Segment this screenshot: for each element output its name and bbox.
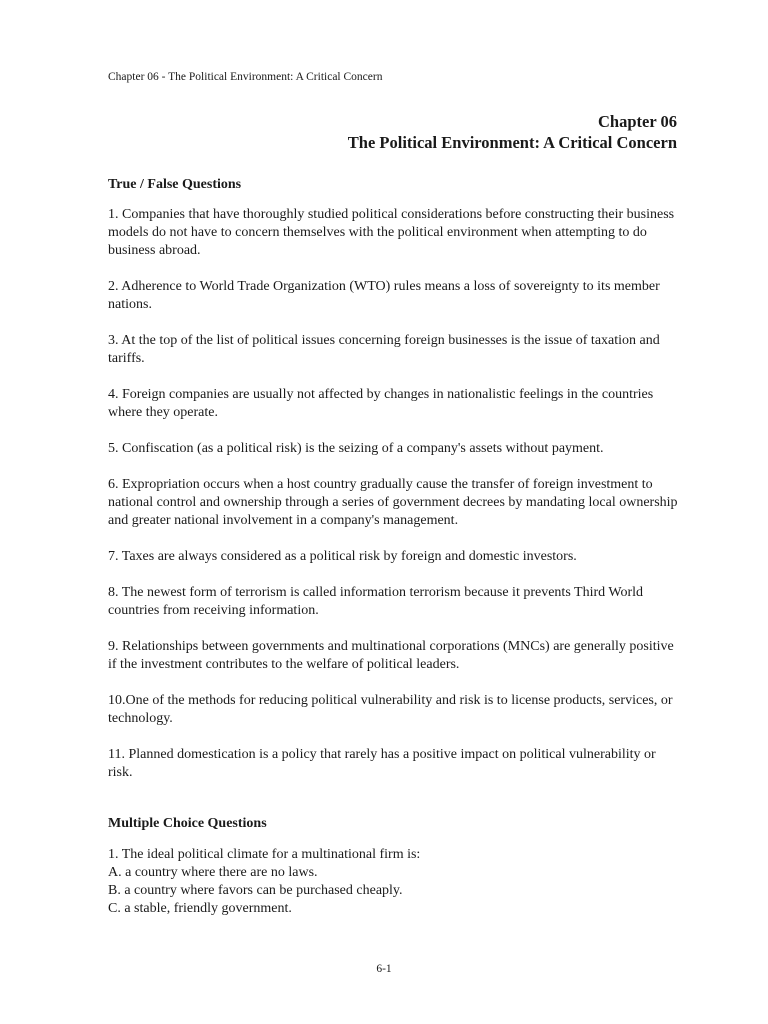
question-item: 10.One of the methods for reducing political vulnerability and risk is to license products, services, or technology.: [108, 693, 673, 726]
chapter-number: Chapter 06: [598, 112, 677, 131]
multiple-choice-heading: Multiple Choice Questions: [108, 816, 267, 831]
question-item: 1. Companies that have thoroughly studied political considerations before constructing their business models do not have to concern themselves with the political environment when attempting to do business abroad.: [108, 207, 675, 258]
question-item: 7. Taxes are always considered as a political risk by foreign and domestic investors.: [108, 549, 577, 564]
question-stem: 1. The ideal political climate for a multinational firm is:: [108, 847, 421, 862]
question-item: 4. Foreign companies are usually not affected by changes in nationalistic feelings in the countries where they operate.: [108, 387, 654, 420]
answer-option: B. a country where favors can be purchased cheaply.: [108, 883, 403, 898]
multiple-choice-question: [108, 846, 680, 918]
true-false-list: [108, 206, 680, 800]
question-item: 11. Planned domestication is a policy that rarely has a positive impact on political vulnerability or risk.: [108, 747, 656, 780]
chapter-heading: [348, 111, 677, 153]
chapter-title: The Political Environment: A Critical Concern: [347, 133, 677, 152]
question-item: 8. The newest form of terrorism is called information terrorism because it prevents Third World countries from receiving information.: [108, 585, 644, 618]
question-item: 9. Relationships between governments and multinational corporations (MNCs) are generally positive if the investment contributes to the welfare of political leaders.: [108, 639, 674, 672]
question-item: 2. Adherence to World Trade Organization (WTO) rules means a loss of sovereignty to its member nations.: [108, 279, 660, 312]
true-false-heading: True / False Questions: [108, 177, 242, 192]
page-number: 6-1: [376, 963, 392, 975]
running-header: Chapter 06 - The Political Environment: A Critical Concern: [108, 71, 383, 83]
question-item: 3. At the top of the list of political issues concerning foreign businesses is the issue of taxation and tariffs.: [108, 333, 660, 366]
question-item: 6. Expropriation occurs when a host country gradually cause the transfer of foreign investment to national control and ownership through a series of government decrees by mandating local ownership and greater national involvement in a company's management.: [108, 477, 678, 528]
answer-option: A. a country where there are no laws.: [108, 865, 318, 880]
question-item: 5. Confiscation (as a political risk) is the seizing of a company's assets without payment.: [108, 441, 604, 456]
answer-option: C. a stable, friendly government.: [108, 901, 292, 916]
